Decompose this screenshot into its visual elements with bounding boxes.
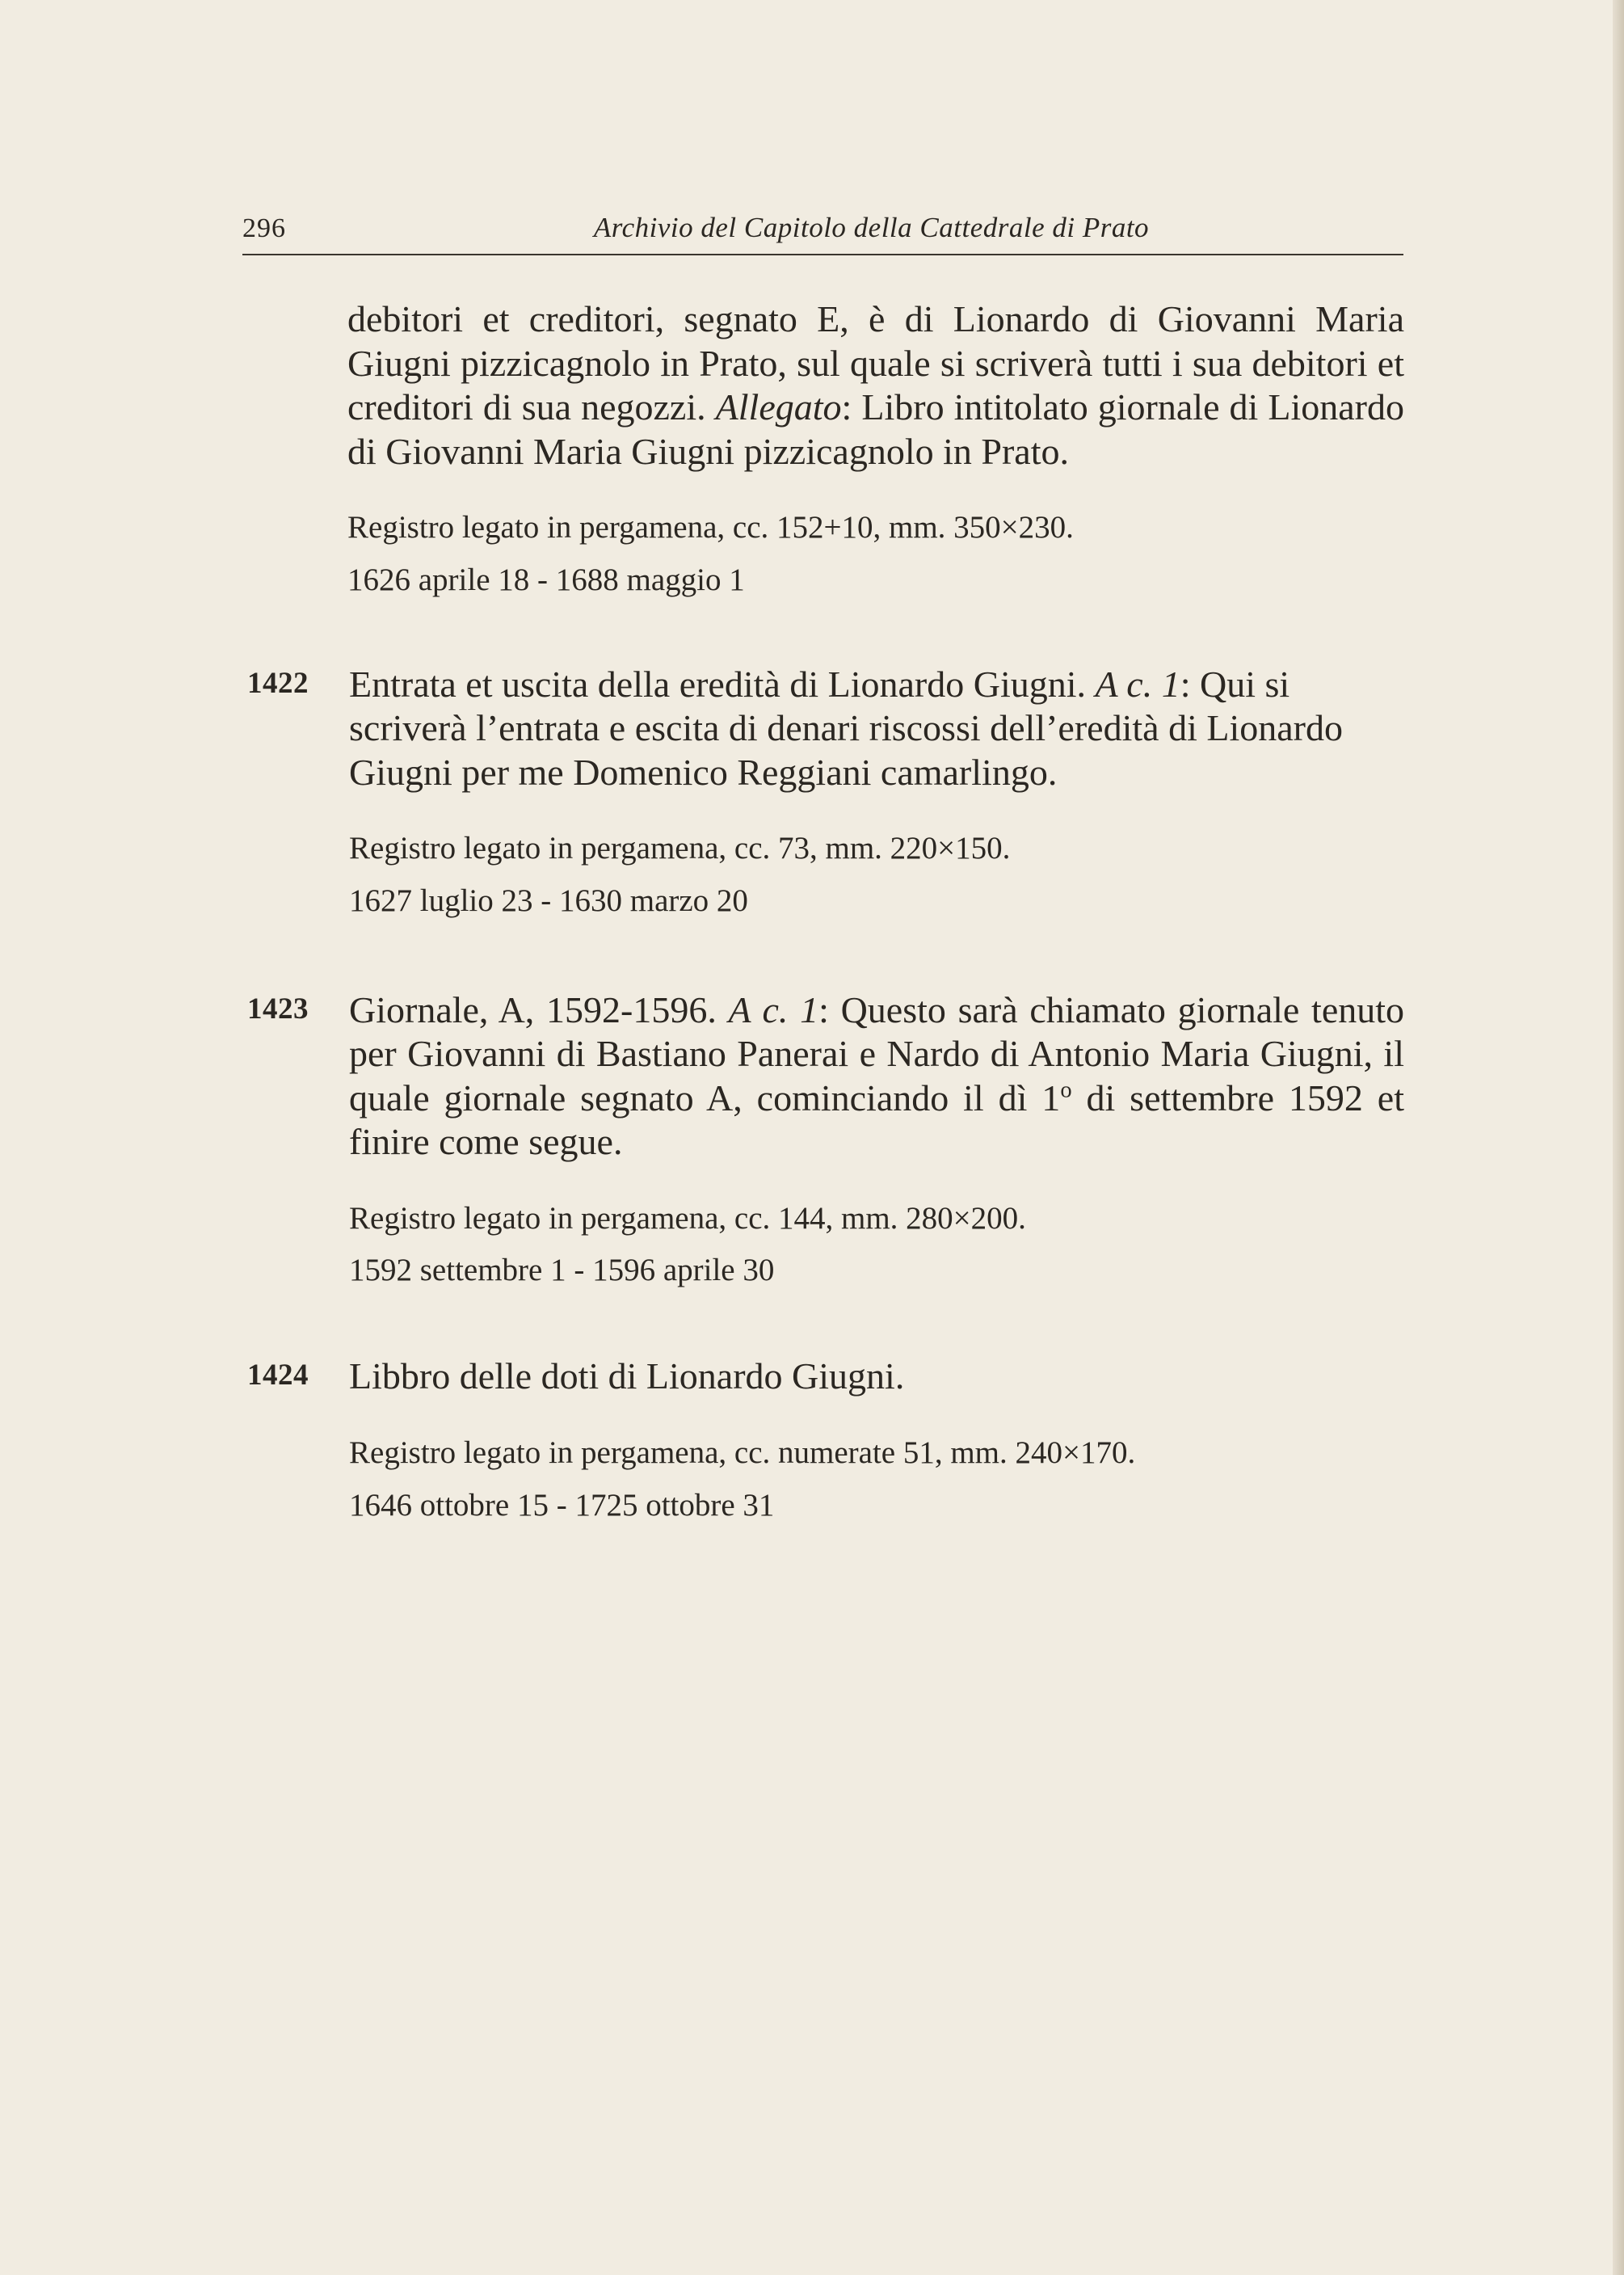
page-edge: [1613, 0, 1624, 2275]
entry-continuation: [347, 297, 1404, 600]
date-range: 1592 settembre 1 - 1596 aprile 30: [349, 1253, 775, 1288]
folio-reference: A c. 1: [728, 988, 819, 1030]
ordinal-superscript: o: [1060, 1077, 1072, 1103]
description-text: : Questo sarà chiamato giornale tenuto per Giovanni di Bastiano Panerai e Nardo di Antonio Maria Giugni, il quale giornale segnato A, cominciando il dì 1: [349, 988, 1405, 1119]
entry-body: [349, 663, 1404, 921]
description-text: di settembre 1592 et finire come segue.: [349, 1076, 1404, 1163]
entry-title: Libbro delle doti di Lionardo Giugni.: [349, 1355, 905, 1397]
running-title: Archivio del Capitolo della Cattedrale di Prato: [593, 212, 1150, 243]
entry-description: [349, 663, 1404, 795]
entry-description: [349, 988, 1404, 1165]
entry-body: [349, 988, 1404, 1291]
physical-description: Registro legato in pergamena, cc. 152+10, mm. 350×230.: [347, 510, 1074, 545]
date-range: 1627 luglio 23 - 1630 marzo 20: [349, 883, 748, 918]
folio-reference: A c. 1: [1095, 663, 1180, 705]
entry-title: Giornale, A, 1592-1596.: [349, 988, 717, 1030]
description-text: : Qui si scriverà l’entrata e escita di denari riscossi dell’eredità di Lionardo Giugni per me Domenico Reggiani camarlingo.: [349, 663, 1343, 793]
entry-number: 1423: [247, 992, 309, 1026]
allegato-label: Allegato: [715, 386, 842, 428]
page-number: 296: [242, 213, 286, 243]
physical-description: Registro legato in pergamena, cc. numerate 51, mm. 240×170.: [349, 1435, 1136, 1470]
physical-description: Registro legato in pergamena, cc. 144, mm. 280×200.: [349, 1200, 1026, 1236]
date-range: 1626 aprile 18 - 1688 maggio 1: [347, 562, 745, 597]
physical-description: Registro legato in pergamena, cc. 73, mm. 220×150.: [349, 831, 1011, 866]
entry-body: [349, 1354, 1404, 1524]
entry-1422: [242, 663, 1406, 921]
page-header: [242, 209, 1403, 255]
entry-title: Entrata et uscita della eredità di Lionardo Giugni.: [349, 663, 1087, 705]
description-text: : Libro intitolato giornale di Lionardo di Giovanni Maria Giugni pizzicagnolo in Prato.: [347, 386, 1404, 472]
date-range: 1646 ottobre 15 - 1725 ottobre 31: [349, 1487, 775, 1523]
entry-1424: [242, 1354, 1406, 1524]
page-body: [242, 297, 1406, 1524]
entry-description: [347, 297, 1404, 474]
entry-number: 1424: [247, 1359, 309, 1392]
entry-number: 1422: [247, 666, 309, 700]
entry-1423: [242, 988, 1406, 1291]
description-text: debitori et creditori, segnato E, è di Lionardo di Giovanni Maria Giugni pizzicagnolo in Prato, sul quale si scriverà tutti i sua debitori et creditori di sua negozzi.: [347, 298, 1404, 428]
